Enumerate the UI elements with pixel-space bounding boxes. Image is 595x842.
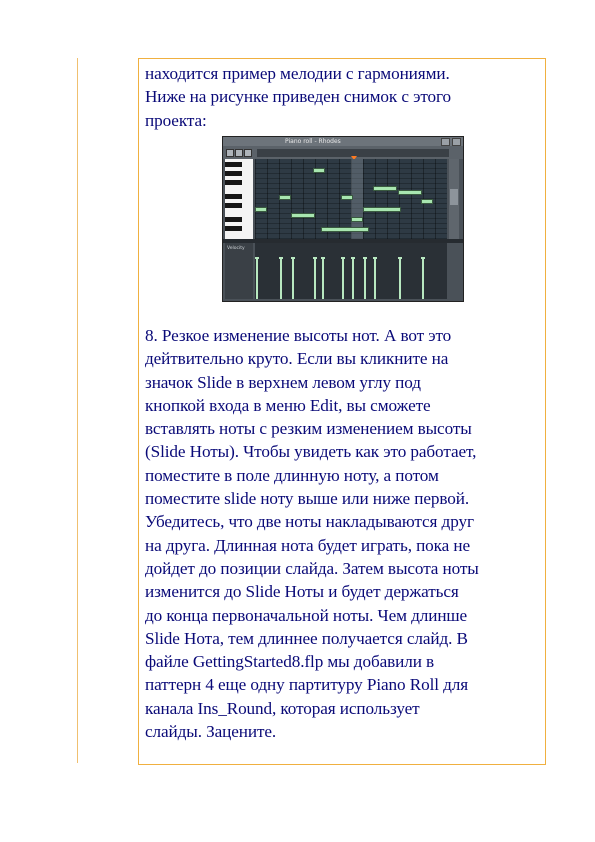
velocity-stem — [342, 259, 344, 299]
minimize-icon — [441, 138, 450, 146]
note — [351, 217, 363, 222]
note — [321, 227, 369, 232]
note — [398, 190, 422, 195]
vertical-scrollbar — [449, 159, 459, 239]
slide-icon — [235, 149, 243, 157]
velocity-label: Velocity — [227, 246, 245, 251]
black-key — [225, 162, 242, 167]
intro-paragraph: находится пример мелодии с гармониями. Ниже на рисунке приведен снимок с этого проекта: — [145, 64, 452, 130]
menu-icon — [226, 149, 234, 157]
black-key — [225, 180, 242, 185]
scroll-thumb — [450, 189, 458, 205]
section-8-paragraph: 8. Резкое изменение высоты нот. А вот это дейтвительно круто. Если вы кликните на значок Slide в верхнем левом углу под кнопкой входа в меню Edit, вы сможете вставлять ноты с резким изменением высоты (Slide Ноты). Чтобы увидеть как это работает, поместите в поле длинную ноту, а потом поместите slide ноту выше или ниже первой. Убедитесь, что две ноты накладываются друг на друга. Длинная нота будет играть, пока не дойдет до позиции слайда. Затем высота ноты изменится до Slide Ноты и будет держаться до конца первоначальной ноты. Чем длинше Slide Нота, тем длиннее получается слайд. В файле GettingStarted8.flp мы добавили в паттерн 4 еще одну партитуру Piano Roll для канала Ins_Round, которая использует слайды. Зацените. — [145, 326, 479, 742]
note — [279, 195, 291, 200]
velocity-area — [255, 243, 447, 299]
velocity-stem — [314, 259, 316, 299]
velocity-stem — [399, 259, 401, 299]
window-title: Piano roll - Rhodes — [285, 138, 341, 145]
window-titlebar — [223, 137, 463, 146]
black-key — [225, 203, 242, 208]
note — [373, 186, 397, 191]
black-key — [225, 217, 242, 222]
note — [313, 168, 325, 173]
velocity-stem — [280, 259, 282, 299]
black-key — [225, 171, 242, 176]
velocity-stem — [256, 259, 258, 299]
piano-roll-screenshot — [222, 136, 464, 302]
note-grid — [255, 159, 447, 239]
snap-icon — [244, 149, 252, 157]
note — [421, 199, 433, 204]
close-icon — [452, 138, 461, 146]
velocity-stem — [352, 259, 354, 299]
velocity-panel — [225, 243, 253, 299]
velocity-stem — [422, 259, 424, 299]
note — [291, 213, 315, 218]
black-key — [225, 226, 242, 231]
left-margin-rule — [77, 58, 78, 763]
velocity-stem — [322, 259, 324, 299]
black-key — [225, 194, 242, 199]
piano-keyboard — [225, 159, 253, 239]
note — [341, 195, 353, 200]
note — [255, 207, 267, 212]
note — [363, 207, 401, 212]
velocity-stem — [374, 259, 376, 299]
velocity-stem — [292, 259, 294, 299]
velocity-stem — [364, 259, 366, 299]
